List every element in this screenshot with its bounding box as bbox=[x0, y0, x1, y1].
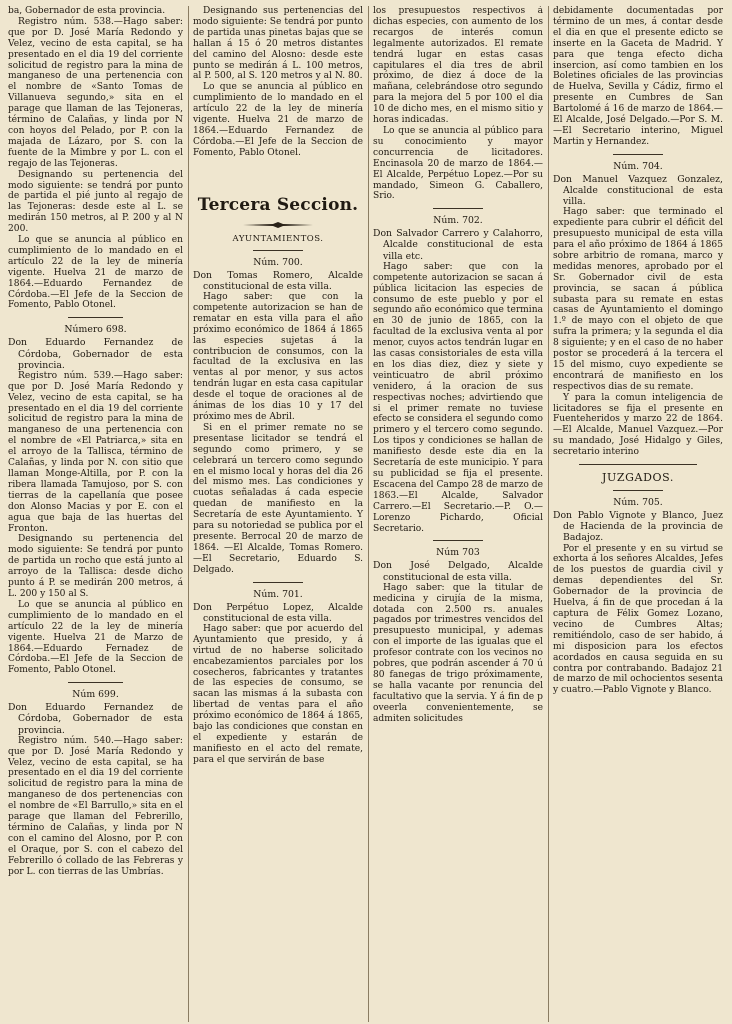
paragraph: Designando sus pertenencias del modo siguiente: Se tendrá por punto de partida unas pinetas bajas que se hallan á 15 ó 20 metros distantes del camino del Alosno: desde este punto se medirán á L. 100 metros, al P. 500, al S. 120 metros y al N. 80. bbox=[193, 6, 363, 82]
paragraph: Designando su pertenencia del modo siguiente: Se tendrá por punto de partida un rocho que está junto al arroyo de la Tallisca: desde dicho punto á P. se medirán 200 metros, á L. 200 y 150 al S. bbox=[8, 534, 183, 599]
notice-heading: Don José Delgado, Alcalde constitucional de esta villa. bbox=[373, 560, 543, 583]
notice-heading: Don Perpétuo Lopez, Alcalde constitucional de esta villa. bbox=[193, 601, 363, 624]
notice-heading: Don Eduardo Fernandez de Córdoba, Gobernador de esta provincia. bbox=[8, 337, 183, 371]
paragraph: Registro núm. 538.—Hago saber: que por D. José María Redondo y Velez, vecino de esta capital, se ha presentado en el dia 19 del corriente solicitud de registro para la mina de manganeso de una pertenencia con el nombre de «Santo Tomas de Villanueva segundo,» sita en el parage que llaman de las Tejoneras, término de Calañas, y linda por N con hoyos del Pelado, por P. con la majada de Lázaro, por S. con la fuente de la Mimbre y por L. con el regajo de las Tejoneras. bbox=[8, 16, 183, 169]
divider bbox=[433, 540, 483, 541]
divider bbox=[433, 208, 483, 209]
column-4 bbox=[548, 6, 726, 1022]
section-title: Tercera Seccion. bbox=[197, 194, 359, 215]
column-1 bbox=[8, 6, 186, 1022]
notice-heading: Don Pablo Vignote y Blanco, Juez de Hacienda de la provincia de Badajoz. bbox=[553, 510, 723, 544]
paragraph: Designando su pertenencia del modo siguiente: se tendrá por punto de partida el pié junto al regajo de las Tejoneras: desde este al L. se medirán 150 metros, al P. 200 y al N 200. bbox=[8, 169, 183, 235]
paragraph: Y para la comun inteligencia de licitadores se fija el presente en Fuenteheridos y marzo 22 de 1864.—El Alcalde, Manuel Vazquez.—Por su mandado, José Hidalgo y Giles, secretario interino bbox=[553, 392, 723, 458]
paragraph: debidamente documentadas por término de un mes, á contar desde el dia en que el presente edicto se inserte en la Gaceta de Madrid. Y para que tenga efecto dicha insercion, así como tambien en los Boletines oficiales de las provincias de Huelva, Sevilla y Cádiz, firmo el presente en Cumbres de San Bartolomé á 16 de marzo de 1864.—El Alcalde, José Delgado.—Por S. M.—El Secretario interino, Miguel Martin y Hernandez. bbox=[553, 6, 723, 147]
paragraph: ba, Gobernador de esta provincia. bbox=[8, 6, 166, 16]
divider bbox=[68, 682, 123, 683]
paragraph: Lo que se anuncia al público para su conocimiento y mayor concurrencia de licitadores. Encinasola 20 de marzo de 1864.—El Alcalde, Perpétuo Lopez.—Por su mandado, Simeon G. Caballero, Srio. bbox=[373, 125, 543, 202]
section-subheading: AYUNTAMIENTOS. bbox=[232, 233, 324, 244]
divider bbox=[253, 250, 303, 251]
notice-number: Núm. 701. bbox=[253, 588, 303, 600]
paragraph: Lo que se anuncia al público en cumplimiento de lo mandado en el artículo 22 de la ley de minería vigente. Huelva 21 de Marzo de 1864.—Eduardo Fernadez de Córdoba.—El Jefe de la Seccion de Fomento, Pablo Otonel. bbox=[8, 599, 183, 676]
notice-number: Núm. 705. bbox=[613, 497, 663, 509]
column-2 bbox=[188, 6, 366, 1022]
notice-number: Núm 699. bbox=[72, 689, 119, 701]
paragraph: Lo que se anuncia al público en cumplimiento de lo mandado en el artículo 22 de la ley de minería vigente. Huelva 21 de marzo de 1864.—Eduardo Fernandez de Córdoba.—El Jefe de la Seccion de Fomento, Pablo Otonel. bbox=[8, 235, 183, 311]
divider bbox=[613, 490, 663, 491]
column-3 bbox=[368, 6, 546, 1022]
notice-number: Núm. 702. bbox=[433, 215, 483, 227]
paragraph: Registro núm. 539.—Hago saber: que por D. José María Redondo y Velez, vecino de esta capital, se ha presentado en el dia 19 del corriente solicitud de registro para la mina de manganeso de una pertenencia con el nombre de «El Patriarca,» sita en el arroyo de la Tallisca, término de Calañas, y linda por N. con sitio que llaman Monge-Altilla, por P. con la ribera llamada Tamujoso, por S. con tierras de la capellanía que posee don Alonso Macias y por E. con el agua que baja de las huertas del Fronton. bbox=[8, 370, 183, 534]
paragraph: Hago saber: que terminado el expediente para cubrir el déficit del presupuesto municipal de esta villa para el año próximo de 1864 á 1865 sobre arbitrio de romana, marco y medidas menores, aprobado por el Sr. Gobernador civil de esta provincia, se sacan á pública subasta para su remate en estas casas de Ayuntamiento el domingo 1.º de mayo con el objeto de que sufra la primera; y la segunda el dia 8 siguiente; y en el caso de no haber postor se procederá á la tercera el 15 del mismo, cuyo expediente se encontrará de manifiesto en los respectivos dias de su remate. bbox=[553, 207, 723, 392]
paragraph: Hago saber: que por acuerdo del Ayuntamiento que presido, y á virtud de no haberse solicitado encabezamientos parciales por los cosecheros, fabricantes y tratantes de las especies de consumo, se sacan las mismas á la subasta con libertad de ventas para el año próximo económico de 1864 á 1865, bajo las condiciones que constan en el expediente y estarán de manifiesto en el acto del remate, para el que servirán de base bbox=[193, 623, 363, 765]
notice-heading: Don Eduardo Fernandez de Córdoba, Gobernador de esta provincia. bbox=[8, 702, 183, 736]
notice-number: Número 698. bbox=[64, 324, 127, 336]
paragraph: Hago saber: que con la competente autorizacion se sacan á pública licitacion las especies de consumo de este pueblo y por el segundo año económico que termina en 30 de junio de 1865, con la facultad de la exclusiva venta al por menor, cuyos actos tendrán lugar en las casas consistoriales de esta villa en los dias diez, diez y siete y veinticuatro de abril próximo venidero, á la oracion de sus respectivas noches; advirtiendo que si el primer remate no tuviese efecto se considera el segundo como primero y el tercero como segundo. Los tipos y condiciones se hallan de manifiesto desde este dia en la Secretaría de este municipio. Y para su publicidad se fija el presente. Escacena del Campo 28 de marzo de 1863.—El Alcalde, Salvador Carrero.—El Secretario.—P. O.—Lorenzo Pichardo, Oficial Secretario. bbox=[373, 261, 543, 534]
section-subheading: JUZGADOS. bbox=[602, 471, 674, 485]
paragraph: los presupuestos respectivos á dichas especies, con aumento de los recargos de interés comun legalmente autorizados. El remate tendrá lugar en estas casas capitulares el dia tres de abril próximo, de diez á doce de la mañana, celebrándose otro segundo para la mejora del 5 por 100 el dia 10 de dicho mes, en el mismo sitio y horas indicadas. bbox=[373, 6, 543, 126]
paragraph: Por el presente y en su virtud se exhorta á los señores Alcaldes, Jefes de los puestos de guardia civil y demas dependientes del Sr. Gobernador de la provincia de Huelva, á fin de que procedan á la captura de Félix Gomez Lozano, vecino de Cumbres Altas; remitiéndolo, caso de ser habido, á mi disposicion para los efectos acordados en causa seguida en su contra por contrabando. Badajoz 21 de marzo de mil ochocientos sesenta y cuatro.—Pablo Vignote y Blanco. bbox=[553, 543, 723, 696]
divider bbox=[613, 154, 663, 155]
paragraph: Si en el primer remate no se presentase licitador se tendrá el segundo como primero, y se celebrará un tercero como segundo en el mismo local y horas del dia 26 del mismo mes. Las condiciones y cuotas señaladas á cada especie quedan de manifiesto en la Secretaría de este Ayuntamiento. Y para su notoriedad se publica por el presente. Berrocal 20 de marzo de 1864. —El Alcalde, Tomas Romero. —El Secretario, Eduardo S. Delgado. bbox=[193, 422, 363, 575]
paragraph: Hago saber: que con la competente autorizacion se han de rematar en esta villa para el año próximo económico de 1864 á 1865 las especies sujetas á la contribucion de consumos, con la facultad de la exclusiva en las ventas al por menor, y sus actos tendrán lugar en esta casa capitular desde el toque de oraciones al de ánimas de los dias 10 y 17 del próximo mes de Abril. bbox=[193, 292, 363, 422]
ornament-rule bbox=[193, 221, 363, 230]
paragraph: Hago saber: que la titular de medicina y cirujía de la misma, dotada con 2.500 rs. anuales pagados por trimestres vencidos del presupuesto municipal, y ademas con el importe de las igualas que el profesor contrate con los vecinos no pobres, que podrán ascender á 70 ú 80 fanegas de trigo próximamente, se halla vacante por renuncia del facultativo que la servia. Y á fin de p oveerla convenientemente, se admiten solicitudes bbox=[373, 582, 543, 724]
divider bbox=[68, 317, 123, 318]
notice-heading: Don Tomas Romero, Alcalde constitucional de esta villa. bbox=[193, 269, 363, 292]
notice-number: Núm. 700. bbox=[253, 256, 303, 268]
divider bbox=[579, 464, 697, 465]
ornament-rule-icon bbox=[243, 222, 313, 228]
notice-heading: Don Salvador Carrero y Calahorro, Alcalde constitucional de esta villa etc. bbox=[373, 228, 543, 262]
notice-number: Núm. 704. bbox=[613, 160, 663, 172]
paragraph: Lo que se anuncia al público en cumplimiento de lo mandado en el artículo 22 de la ley de minería vigente. Huelva 21 de marzo de 1864.—Eduardo Fernandez de Córdoba.—El Jefe de la Seccion de Fomento, Pablo Otonel. bbox=[193, 82, 363, 158]
notice-number: Núm 703 bbox=[436, 547, 480, 559]
paragraph: Registro núm. 540.—Hago saber: que por D. José María Redondo y Velez, vecino de esta capital, se ha presentado en el dia 19 del corriente solicitud de registro para la mina de manganeso de dos pertenencias con el nombre de «El Barrullo,» sita en el parage que llaman del Febrerillo, término de Calañas, y linda por N con el camino del Alosno, por P. con el Oraque, por S. con el cabezo del Febrerillo ó collado de las Febreras y por L. con tierras de las Umbrías. bbox=[8, 735, 183, 877]
notice-heading: Don Manuel Vazquez Gonzalez, Alcalde constitucional de esta villa. bbox=[553, 173, 723, 208]
divider bbox=[253, 582, 303, 583]
